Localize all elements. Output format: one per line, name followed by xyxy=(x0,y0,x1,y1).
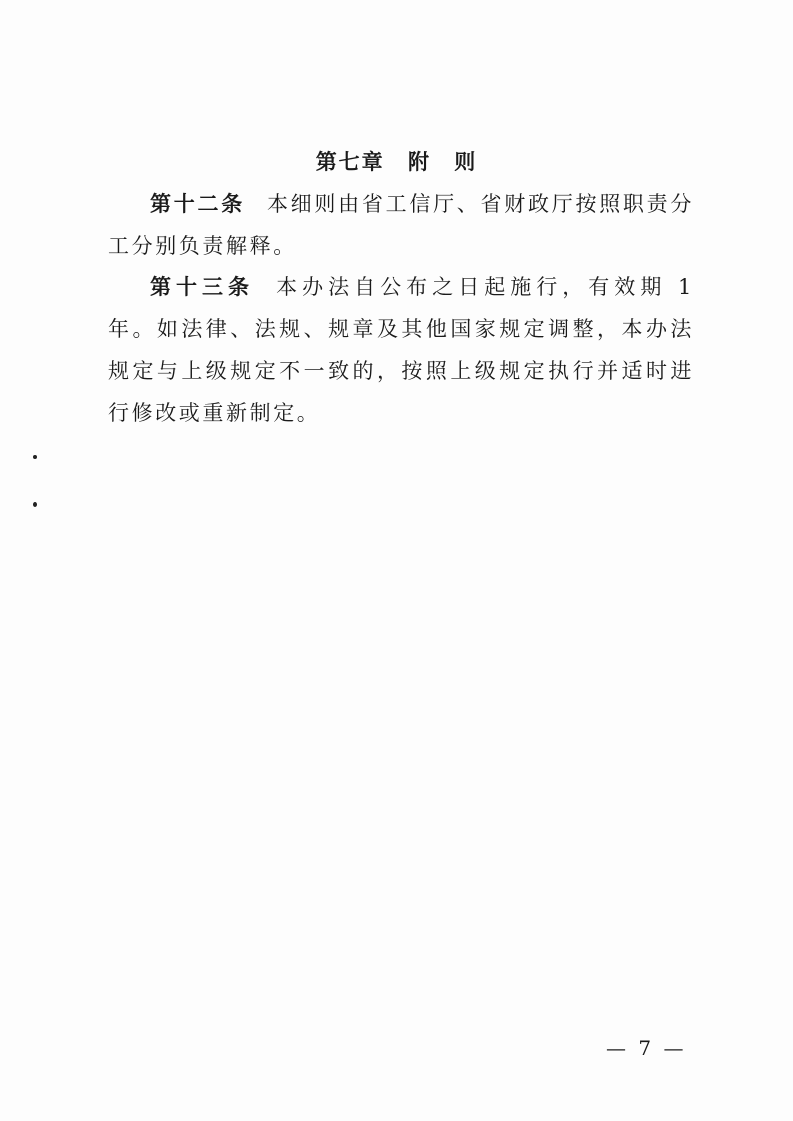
scan-speck xyxy=(33,455,37,459)
scan-speck xyxy=(33,502,37,507)
page-number: — 7 — xyxy=(606,1036,687,1060)
article-text: 本办法自公布之日起施行，有效期 1 年。如法律、法规、规章及其他国家规定调整，本办法规定与上级规定不一致的，按照上级规定执行并适时进行修改或重新制定。 xyxy=(108,275,694,425)
article-12 xyxy=(108,183,694,267)
article-text: 本细则由省工信厅、省财政厅按照职责分工分别负责解释。 xyxy=(108,192,694,258)
article-13 xyxy=(108,266,694,434)
chapter-title: 第七章 附 则 xyxy=(315,150,478,174)
article-label: 第十二条 xyxy=(150,192,245,216)
article-label: 第十三条 xyxy=(150,275,255,299)
